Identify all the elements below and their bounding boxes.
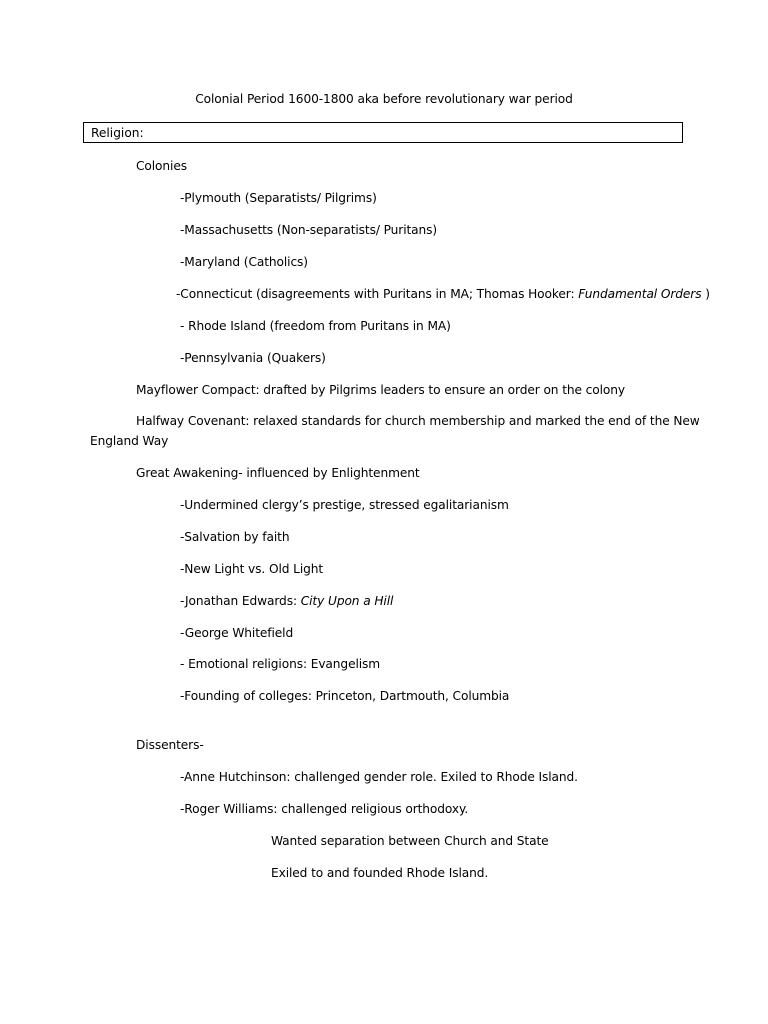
great-awakening-item: - Emotional religions: Evangelism — [180, 657, 381, 671]
great-awakening-heading: Great Awakening- influenced by Enlightenment — [136, 466, 420, 480]
colony-item: -Massachusetts (Non-separatists/ Puritans) — [180, 223, 438, 237]
colony-item: -Maryland (Catholics) — [180, 255, 308, 269]
edwards-text: -Jonathan Edwards: — [180, 594, 301, 608]
williams-sub-item: Exiled to and founded Rhode Island. — [271, 866, 489, 880]
great-awakening-item-edwards — [180, 593, 393, 609]
dissenter-hutchinson: -Anne Hutchinson: challenged gender role. Exiled to Rhode Island. — [180, 770, 578, 784]
section-heading-box — [83, 122, 683, 143]
dissenters-heading: Dissenters- — [136, 738, 204, 752]
colony-item: -Pennsylvania (Quakers) — [180, 351, 326, 365]
connecticut-text: -Connecticut (disagreements with Puritans in MA; Thomas Hooker: — [176, 287, 579, 301]
colony-item: - Rhode Island (freedom from Puritans in MA) — [180, 319, 451, 333]
colonies-heading: Colonies — [136, 159, 187, 173]
great-awakening-item: -Founding of colleges: Princeton, Dartmouth, Columbia — [180, 689, 510, 703]
great-awakening-item: -Undermined clergy’s prestige, stressed egalitarianism — [180, 498, 509, 512]
fundamental-orders-text: Fundamental Orders — [578, 287, 702, 301]
dissenter-williams: -Roger Williams: challenged religious orthodoxy. — [180, 802, 469, 816]
mayflower-compact: Mayflower Compact: drafted by Pilgrims leaders to ensure an order on the colony — [136, 383, 626, 397]
great-awakening-item: -Salvation by faith — [180, 530, 290, 544]
colony-item-connecticut — [176, 286, 710, 302]
section-heading: Religion: — [91, 126, 144, 140]
great-awakening-item: -New Light vs. Old Light — [180, 562, 324, 576]
connecticut-close: ) — [701, 287, 710, 301]
halfway-covenant: Halfway Covenant: relaxed standards for church membership and marked the end of the New — [136, 414, 700, 428]
great-awakening-item: -George Whitefield — [180, 626, 294, 640]
city-upon-a-hill-text: City Upon a Hill — [300, 594, 394, 608]
colony-item: -Plymouth (Separatists/ Pilgrims) — [180, 191, 377, 205]
document-title: Colonial Period 1600-1800 aka before revolutionary war period — [195, 92, 573, 106]
williams-sub-item: Wanted separation between Church and State — [271, 834, 549, 848]
halfway-covenant-continued: England Way — [90, 434, 169, 448]
